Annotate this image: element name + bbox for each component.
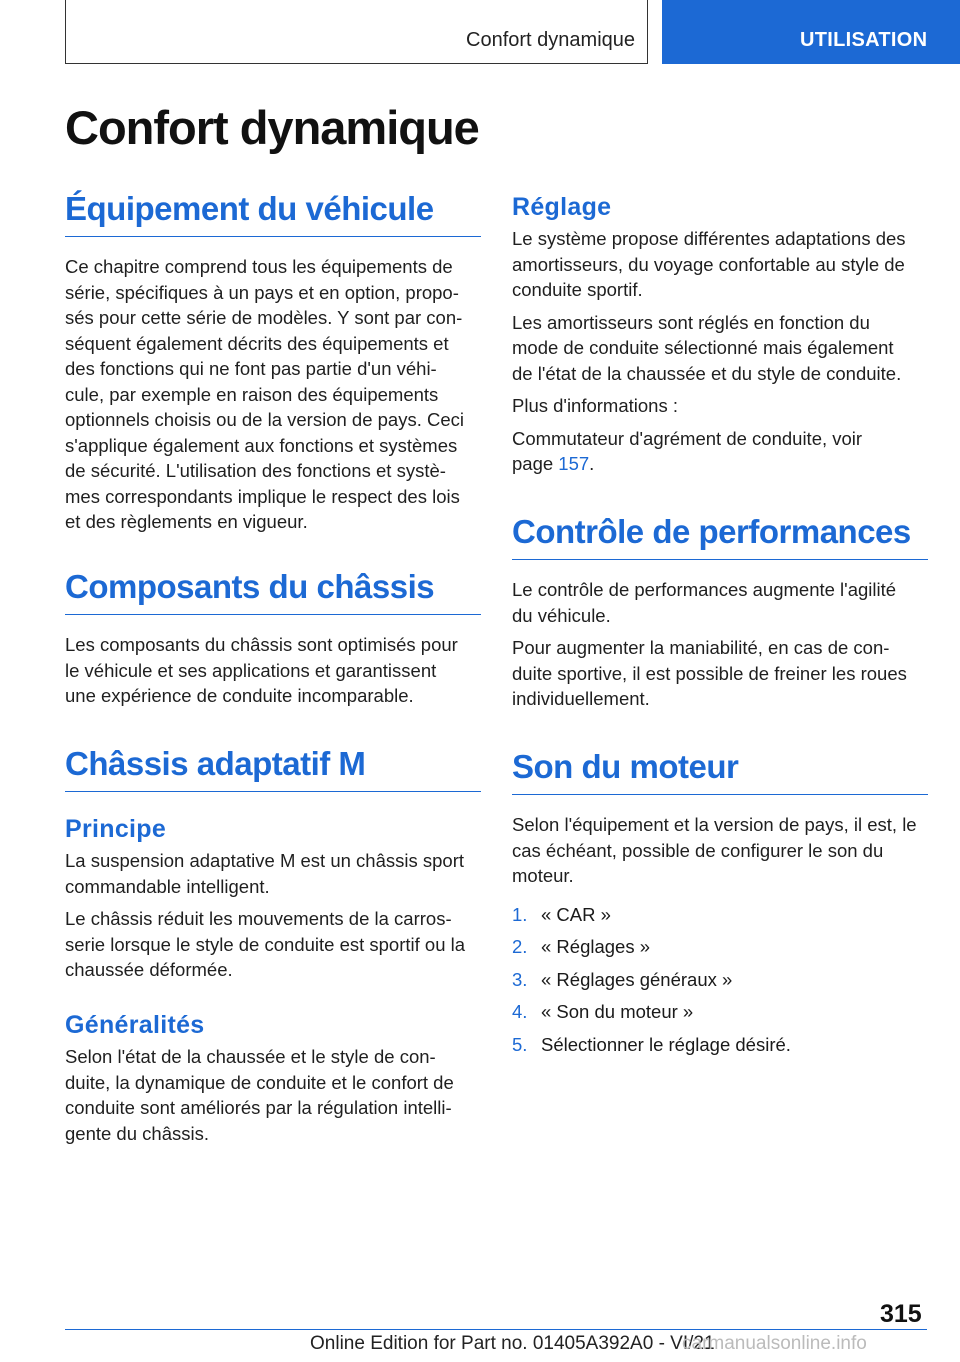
heading-son-moteur: Son du moteur [512, 748, 928, 795]
paragraph-generalites: Selon l'état de la chaussée et le style de con- duite, la dynamique de conduite et le confort de conduite sont améliorés par la régulation intelli- gente du châssis. [65, 1046, 454, 1144]
section-son-moteur [512, 748, 928, 1064]
heading-chassis-adaptatif: Châssis adaptatif M [65, 745, 481, 792]
paragraph-reglage-2: Les amortisseurs sont réglés en fonction du mode de conduite sélectionné mais également de l'état de la chaussée et du style de conduite. [512, 311, 902, 384]
steps-list [512, 902, 928, 1058]
paragraph-controle-2: Pour augmenter la maniabilité, en cas de con- duite sportive, il est possible de freiner les roues individuellement. [512, 637, 907, 709]
paragraph-composants: Les composants du châssis sont optimisés pour le véhicule et ses applications et garantissent une expérience de conduite incomparable. [65, 634, 458, 706]
step-item: 4. « Son du moteur » [512, 1001, 694, 1022]
section-composants [65, 568, 481, 716]
step-item: 5. Sélectionner le réglage désiré. [512, 1033, 791, 1055]
section-generalites [65, 1011, 481, 1153]
paragraph-principe-1: La suspension adaptative M est un châssis sport commandable intelligent. [65, 850, 465, 897]
heading-composants: Composants du châssis [65, 568, 481, 615]
heading-principe: Principe [65, 815, 167, 843]
paragraph-reglage-1: Le système propose différentes adaptations des amortisseurs, du voyage confortable au style de conduite sportif. [512, 228, 906, 300]
section-principe [65, 815, 481, 990]
page-link-157[interactable]: 157 [558, 453, 590, 474]
section-reglage [512, 193, 928, 484]
heading-generalites: Généralités [65, 1011, 205, 1039]
paragraph-principe-2: Le châssis réduit les mouvements de la carros- serie lorsque le style de conduite est sportif ou la chaussée déformée. [65, 908, 466, 980]
footer-divider [65, 1329, 927, 1330]
paragraph-equipement: Ce chapitre comprend tous les équipements de série, spécifiques à un pays et en option, propo- sés pour cette série de modèles. Y sont par con- séquent également décrits des équipements et des fonctions qui ne font pas partie d'un véhi- cule, par exemple en raison des équipements optionnels choisis ou de la version de pays. Ceci s'applique également aux fonctions et systèmes de sécurité. L'utilisation des fonctions et systè- mes correspondants implique le respect des lois et des règlements en vigueur. [65, 256, 465, 532]
step-item: 1. « CAR » [512, 903, 611, 925]
footer-edition: Online Edition for Part no. 01405A392A0 - VI/21 [310, 1333, 715, 1354]
section-controle [512, 513, 928, 719]
section-equipement [65, 190, 481, 542]
watermark: carmanualsonline.info [682, 1333, 867, 1354]
heading-reglage: Réglage [512, 193, 612, 221]
step-item: 3. « Réglages généraux » [512, 968, 733, 990]
paragraph-reglage-3: Plus d'informations : [512, 395, 678, 416]
heading-equipement: Équipement du véhicule [65, 190, 481, 237]
page-number: 315 [880, 1300, 922, 1328]
header-section-title: Confort dynamique [466, 29, 635, 51]
paragraph-controle-1: Le contrôle de performances augmente l'agilité du véhicule. [512, 579, 897, 626]
paragraph-reglage-4: Commutateur d'agrément de conduite, voir page 157. [512, 427, 863, 474]
paragraph-son-moteur: Selon l'équipement et la version de pays, il est, le cas échéant, possible de configurer le son du moteur. [512, 814, 917, 886]
header-box [65, 0, 648, 64]
header-tab-utilisation: UTILISATION [662, 0, 960, 64]
page-title: Confort dynamique [65, 101, 479, 154]
heading-controle: Contrôle de performances [512, 513, 928, 560]
section-chassis-adaptatif [65, 745, 481, 792]
step-item: 2. « Réglages » [512, 936, 651, 957]
